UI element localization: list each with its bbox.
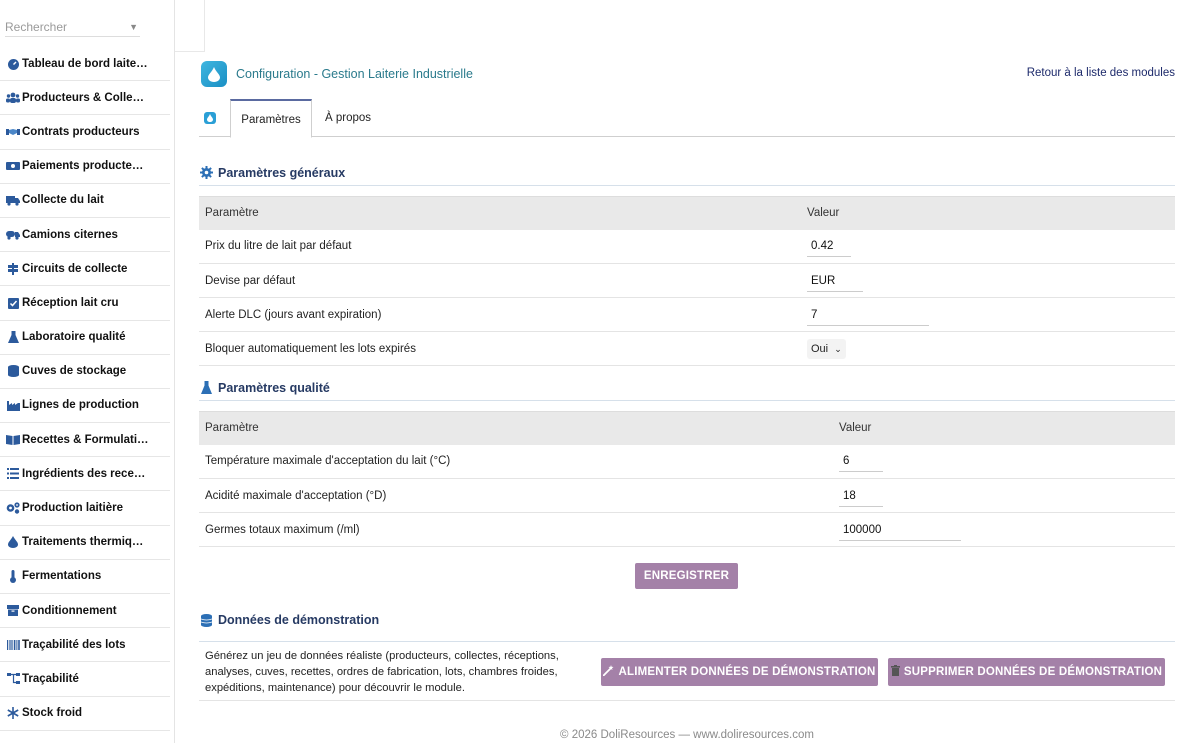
save-button[interactable]: ENREGISTRER bbox=[635, 563, 738, 589]
sidebar-item-label: Producteurs & Colle… bbox=[22, 91, 145, 104]
sidebar bbox=[0, 0, 175, 743]
sidebar-item-tableau-de-bord[interactable] bbox=[0, 47, 170, 81]
flask-icon bbox=[199, 381, 213, 395]
sidebar-item-reception[interactable] bbox=[0, 286, 170, 320]
database-icon bbox=[6, 365, 20, 377]
fill-demo-data-button[interactable] bbox=[601, 658, 878, 686]
magic-wand-icon bbox=[603, 665, 614, 679]
sidebar-item-tracabilite-lots[interactable] bbox=[0, 628, 170, 662]
truck-icon bbox=[6, 194, 20, 206]
chevron-down-icon[interactable]: ▼ bbox=[129, 22, 138, 32]
industry-icon bbox=[6, 399, 20, 411]
main-content bbox=[199, 0, 1175, 743]
sidebar-item-conditionnement[interactable] bbox=[0, 594, 170, 628]
tanker-truck-icon bbox=[6, 229, 20, 241]
delete-demo-label: SUPPRIMER DONNÉES DE DÉMONSTRATION bbox=[903, 666, 1163, 678]
sidebar-item-label: Stock froid bbox=[22, 707, 83, 720]
section-demo-title bbox=[199, 607, 1175, 633]
book-open-icon bbox=[6, 434, 20, 446]
sidebar-item-circuits[interactable] bbox=[0, 252, 170, 286]
module-logo-drop-icon bbox=[201, 61, 227, 87]
table-row bbox=[199, 513, 1175, 547]
sidebar-item-label: Lignes de production bbox=[22, 399, 139, 412]
sidebar-item-label: Ingrédients des rece… bbox=[22, 467, 146, 480]
section-general-title bbox=[199, 160, 1175, 186]
footer-text: © 2026 DoliResources — www.doliresources.com bbox=[560, 729, 814, 741]
sidebar-item-stock-froid[interactable] bbox=[0, 697, 170, 731]
cogs-icon bbox=[6, 502, 20, 514]
section-quality-title bbox=[199, 375, 1175, 401]
money-bill-icon bbox=[6, 160, 20, 172]
sidebar-item-tracabilite[interactable] bbox=[0, 662, 170, 696]
flask-icon bbox=[6, 331, 20, 343]
sidebar-item-camions[interactable] bbox=[0, 218, 170, 252]
page-header bbox=[199, 61, 1175, 89]
sidebar-item-traitements[interactable] bbox=[0, 526, 170, 560]
thermometer-icon bbox=[6, 570, 20, 582]
sidebar-item-label: Traitements thermiq… bbox=[22, 536, 144, 549]
prix-litre-input[interactable]: 0.42 bbox=[807, 235, 851, 257]
snowflake-icon bbox=[6, 707, 20, 719]
sidebar-item-collecte[interactable] bbox=[0, 184, 170, 218]
sidebar-item-label: Réception lait cru bbox=[22, 296, 119, 309]
table-header-row bbox=[199, 412, 1175, 445]
delete-demo-data-button[interactable] bbox=[888, 658, 1165, 686]
temperature-max-input[interactable]: 6 bbox=[839, 450, 883, 472]
param-label: Prix du litre de lait par défaut bbox=[199, 230, 801, 264]
tab-a-propos[interactable]: À propos bbox=[324, 112, 372, 124]
sidebar-item-label: Tableau de bord laite… bbox=[22, 57, 148, 70]
sidebar-item-label: Laboratoire qualité bbox=[22, 331, 126, 344]
drop-icon bbox=[204, 112, 216, 124]
sidebar-item-label: Production laitière bbox=[22, 502, 123, 515]
chevron-down-icon: ⌄ bbox=[834, 343, 842, 354]
acidite-max-input[interactable]: 18 bbox=[839, 485, 883, 507]
germes-max-input[interactable]: 100000 bbox=[839, 519, 961, 541]
page-title: Configuration - Gestion Laiterie Industrielle bbox=[236, 67, 473, 81]
quality-params-table bbox=[199, 411, 1175, 547]
search-select[interactable] bbox=[5, 17, 140, 37]
database-icon bbox=[199, 613, 213, 627]
sidebar-item-recettes[interactable] bbox=[0, 423, 170, 457]
sidebar-item-label: Camions citernes bbox=[22, 228, 118, 241]
select-value: Oui bbox=[811, 342, 829, 355]
demo-panel bbox=[199, 641, 1175, 701]
general-params-table bbox=[199, 196, 1175, 366]
demo-description: Générez un jeu de données réaliste (producteurs, collectes, réceptions, analyses, cuves, recettes, ordres de fabrication, lots, chambres froides, expéditions, maintenance) pour découvrir le module. bbox=[205, 650, 559, 694]
handshake-icon bbox=[6, 126, 20, 138]
param-label: Bloquer automatiquement les lots expirés bbox=[199, 332, 801, 366]
search-placeholder: Rechercher bbox=[5, 20, 68, 34]
table-row bbox=[199, 298, 1175, 332]
sidebar-item-label: Conditionnement bbox=[22, 604, 117, 617]
column-header-parametre: Paramètre bbox=[199, 412, 833, 445]
alerte-dlc-input[interactable]: 7 bbox=[807, 304, 929, 326]
tab-bar bbox=[199, 99, 1175, 137]
back-to-modules-link[interactable]: Retour à la liste des modules bbox=[1026, 67, 1175, 79]
box-icon bbox=[6, 605, 20, 617]
bloquer-lots-select[interactable] bbox=[807, 339, 846, 359]
sidebar-item-label: Traçabilité bbox=[22, 672, 79, 685]
list-icon bbox=[6, 468, 20, 480]
tab-parametres[interactable]: Paramètres bbox=[230, 99, 312, 138]
column-header-valeur: Valeur bbox=[833, 412, 1175, 445]
section-title-text: Paramètres qualité bbox=[218, 380, 330, 395]
section-title-text: Données de démonstration bbox=[218, 613, 380, 627]
param-label: Devise par défaut bbox=[199, 264, 801, 298]
sidebar-item-label: Circuits de collecte bbox=[22, 262, 128, 275]
sidebar-menu bbox=[0, 47, 170, 731]
sidebar-item-production[interactable] bbox=[0, 491, 170, 525]
devise-input[interactable]: EUR bbox=[807, 270, 863, 292]
sidebar-item-paiements[interactable] bbox=[0, 150, 170, 184]
param-label: Germes totaux maximum (/ml) bbox=[199, 513, 833, 547]
sidebar-item-ingredients[interactable] bbox=[0, 457, 170, 491]
sidebar-item-lignes[interactable] bbox=[0, 389, 170, 423]
sidebar-item-contrats[interactable] bbox=[0, 115, 170, 149]
column-header-valeur: Valeur bbox=[801, 197, 1175, 230]
table-row bbox=[199, 479, 1175, 513]
gear-icon bbox=[199, 166, 213, 180]
trash-icon bbox=[891, 665, 900, 679]
sidebar-item-cuves[interactable] bbox=[0, 355, 170, 389]
fire-drop-icon bbox=[6, 536, 20, 548]
clipboard-check-icon bbox=[6, 297, 20, 309]
param-label: Acidité maximale d'acceptation (°D) bbox=[199, 479, 833, 513]
table-row bbox=[199, 264, 1175, 298]
table-header-row bbox=[199, 197, 1175, 230]
sidebar-item-laboratoire[interactable] bbox=[0, 321, 170, 355]
tab-module-icon[interactable] bbox=[199, 99, 221, 137]
users-icon bbox=[6, 92, 20, 104]
barcode-icon bbox=[6, 639, 20, 651]
table-row bbox=[199, 230, 1175, 264]
column-header-parametre: Paramètre bbox=[199, 197, 801, 230]
sidebar-item-label: Recettes & Formulati… bbox=[22, 433, 149, 446]
sidebar-item-label: Fermentations bbox=[22, 570, 102, 583]
sidebar-item-fermentations[interactable] bbox=[0, 560, 170, 594]
dashboard-gauge-icon bbox=[6, 58, 20, 70]
sidebar-item-label: Collecte du lait bbox=[22, 194, 104, 207]
sidebar-item-label: Cuves de stockage bbox=[22, 365, 127, 378]
fill-demo-label: ALIMENTER DONNÉES DE DÉMONSTRATION bbox=[618, 666, 876, 678]
section-title-text: Paramètres généraux bbox=[218, 165, 346, 180]
signpost-icon bbox=[6, 263, 20, 275]
sidebar-item-label: Traçabilité des lots bbox=[22, 638, 126, 651]
table-row bbox=[199, 445, 1175, 479]
sitemap-icon bbox=[6, 673, 20, 685]
table-row bbox=[199, 332, 1175, 366]
sidebar-item-label: Contrats producteurs bbox=[22, 125, 140, 138]
param-label: Température maximale d'acceptation du lait (°C) bbox=[199, 445, 833, 479]
param-label: Alerte DLC (jours avant expiration) bbox=[199, 298, 801, 332]
sidebar-item-producteurs[interactable] bbox=[0, 81, 170, 115]
sidebar-item-label: Paiements producte… bbox=[22, 160, 144, 173]
